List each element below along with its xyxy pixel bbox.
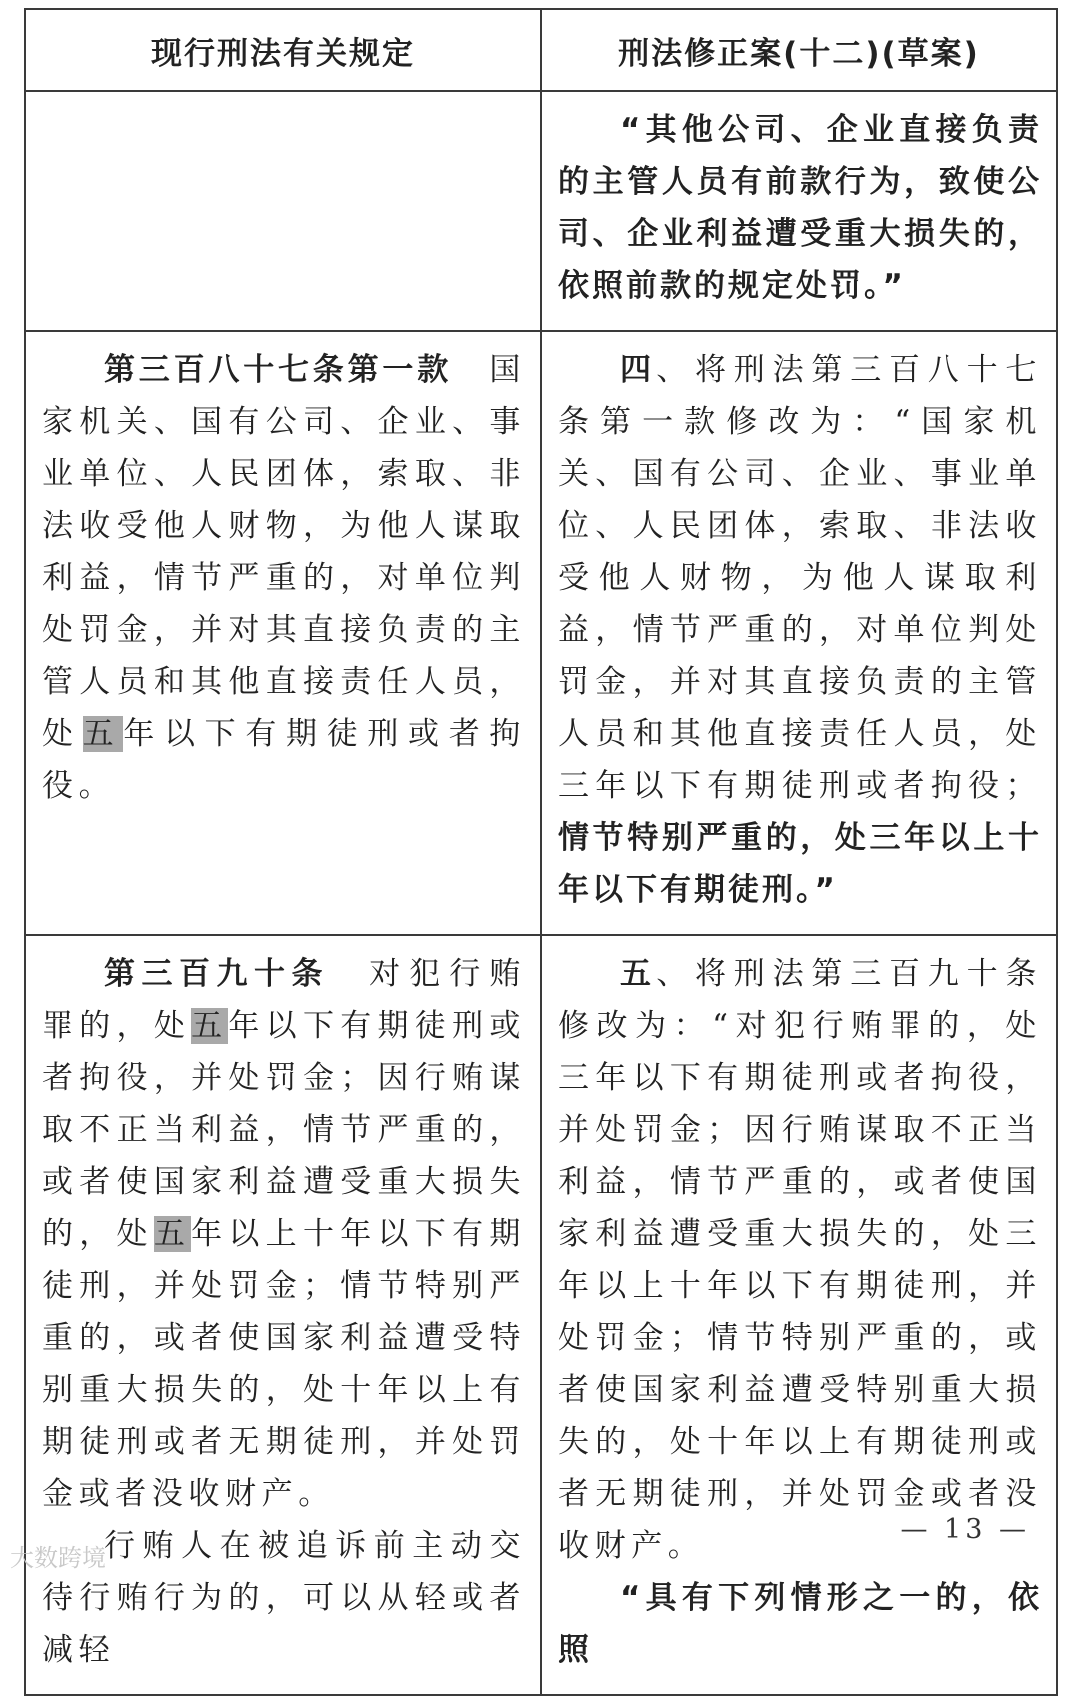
article-text: 国家机关、国有公司、企业、事业单位、人民团体，索取、非法收受他人财物，为他人谋取利益，情节严重的，对单位判处罚金，并对其直接负责的主管人员和其他直接责任人员，处	[42, 352, 526, 752]
header-amendment-draft: 刑法修正案(十二)(草案)	[541, 9, 1057, 91]
row1-right-cell	[541, 91, 1057, 331]
article-title: 第三百八十七条第一款	[104, 352, 452, 388]
changed-term: 三	[558, 768, 596, 804]
row1-right-text: “其他公司、企业直接负责的主管人员有前款行为，致使公司、企业利益遭受重大损失的，依照前款的规定处罚。”	[558, 112, 1042, 304]
watermark-logo: 大数跨境	[10, 1544, 106, 1572]
comparison-table	[24, 8, 1058, 1696]
article-title: 第三百九十条	[104, 956, 329, 992]
article-text: 年以上十年以下有期徒刑，并处罚金；情节特别严重的，或者使国家利益遭受特别重大损失的，处十年以上有期徒刑或者无期徒刑，并处罚金或者没收财产。	[42, 1216, 526, 1512]
changed-term: 三	[1005, 1216, 1042, 1252]
article-390-paragraph-2: 行贿人在被追诉前主动交待行贿行为的，可以从轻或者减轻	[42, 1528, 526, 1668]
article-387-current	[42, 344, 526, 812]
article-text: 年以下有期徒刑或者拘役，并处罚金；因行贿谋取不正当利益，情节严重的，或者使国家利益遭受重大损失的，处	[42, 1008, 526, 1252]
amendment-text: 年以下有期徒刑或者拘役；	[595, 768, 1043, 804]
article-390-amendment	[558, 948, 1042, 1572]
table-row	[25, 91, 1057, 331]
item-number: 五	[620, 956, 657, 992]
table-row	[25, 331, 1057, 935]
row3-right-cell	[541, 935, 1057, 1695]
row2-left-cell	[25, 331, 541, 935]
amendment-text: 、将刑法第三百九十条修改为：“对犯行贿罪的，处	[558, 956, 1043, 1044]
highlighted-term: 五	[153, 1216, 192, 1252]
page-number: — 13 —	[900, 1514, 1030, 1545]
row3-left-cell	[25, 935, 541, 1695]
amendment-text: 、将刑法第三百八十七条第一款修改为：“国家机关、国有公司、企业、事业单位、人民团体，索取、非法收受他人财物，为他人谋取利益，情节严重的，对单位判处罚金，并对其直接负责的主管人员和其他直接责任人员，处	[558, 352, 1043, 752]
article-text: 对犯行贿罪的，处	[42, 956, 526, 1044]
added-paragraph-bold: “具有下列情形之一的，依照	[558, 1580, 1042, 1668]
item-number: 四	[620, 352, 657, 388]
changed-term: 三	[558, 1060, 596, 1096]
highlighted-term: 五	[82, 716, 124, 752]
amendment-text: 年以下有期徒刑或者拘役，并处罚金；因行贿谋取不正当利益，情节严重的，或者使国家利益遭受重大损失的，处	[558, 1060, 1043, 1252]
header-current-law: 现行刑法有关规定	[25, 9, 541, 91]
added-text-bold: 情节特别严重的，处三年以上十年以下有期徒刑。”	[558, 820, 1042, 908]
article-text: 年以下有期徒刑或者拘役。	[42, 716, 526, 804]
highlighted-term: 五	[191, 1008, 229, 1044]
table-row	[25, 935, 1057, 1695]
row2-right-cell	[541, 331, 1057, 935]
article-387-amendment	[558, 344, 1042, 916]
article-390-current	[42, 948, 526, 1520]
table-header-row	[25, 9, 1057, 91]
amendment-text: 年以上十年以下有期徒刑，并处罚金；情节特别严重的，或者使国家利益遭受特别重大损失的，处十年以上有期徒刑或者无期徒刑，并处罚金或者没收财产。	[558, 1268, 1042, 1564]
document-page	[24, 8, 1058, 1696]
row1-left-cell	[25, 91, 541, 331]
